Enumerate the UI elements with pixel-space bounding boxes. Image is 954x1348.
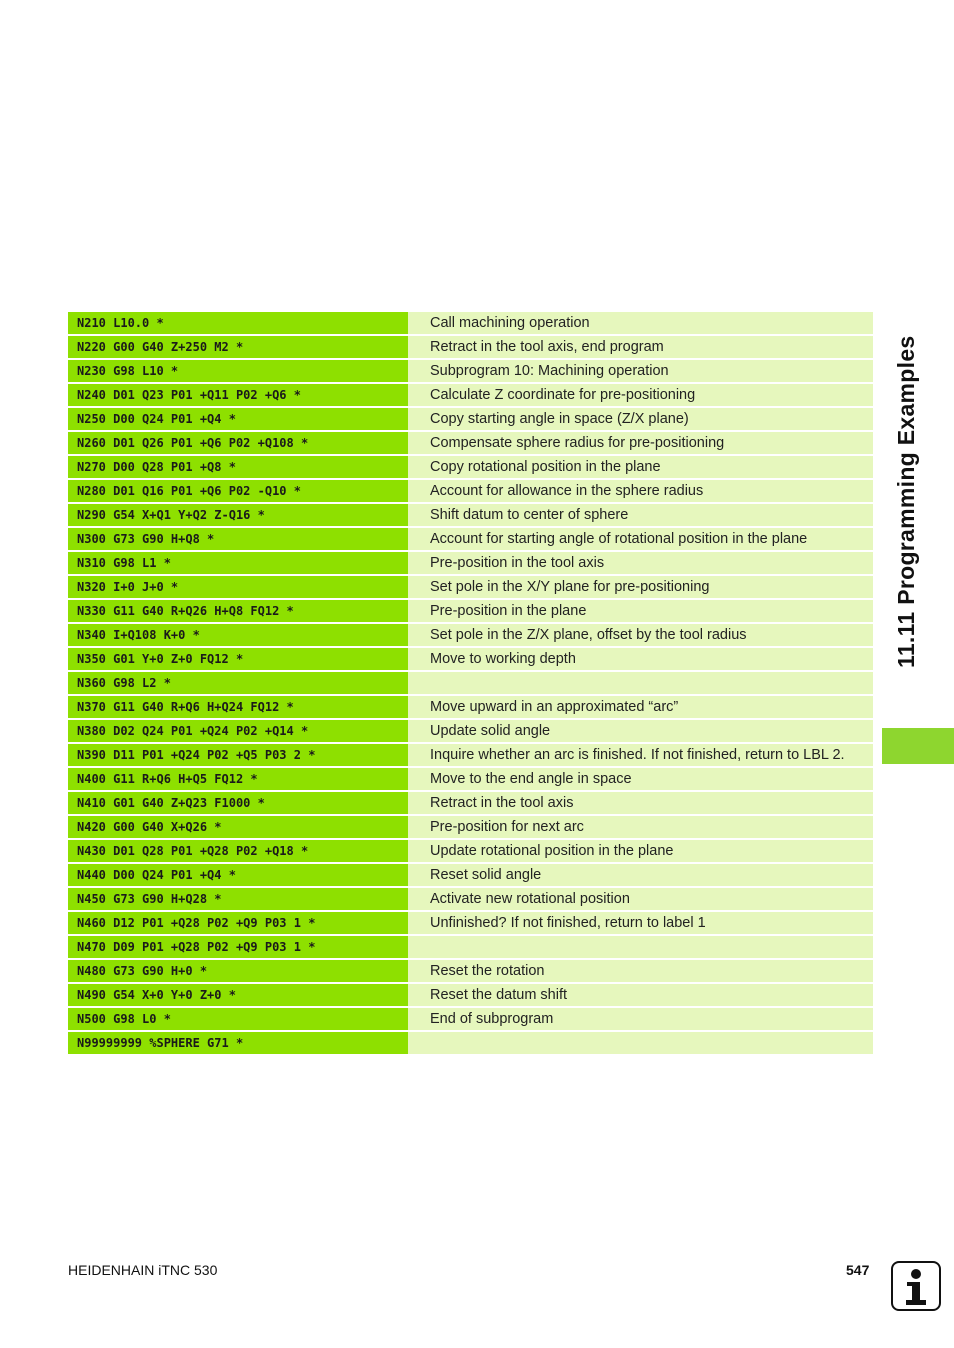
table-row <box>68 720 873 744</box>
nc-code-cell: N350 G01 Y+0 Z+0 FQ12 * <box>68 648 408 672</box>
description-cell: Move upward in an approximated “arc” <box>408 696 873 720</box>
table-row <box>68 1032 873 1056</box>
description-cell: Call machining operation <box>408 312 873 336</box>
table-row <box>68 600 873 624</box>
nc-code-cell: N400 G11 R+Q6 H+Q5 FQ12 * <box>68 768 408 792</box>
description-cell: Unfinished? If not finished, return to label 1 <box>408 912 873 936</box>
description-cell: Set pole in the Z/X plane, offset by the tool radius <box>408 624 873 648</box>
description-cell: Account for allowance in the sphere radius <box>408 480 873 504</box>
nc-code-cell: N210 L10.0 * <box>68 312 408 336</box>
table-row <box>68 504 873 528</box>
table-row <box>68 648 873 672</box>
nc-code-cell: N360 G98 L2 * <box>68 672 408 696</box>
nc-code-cell: N220 G00 G40 Z+250 M2 * <box>68 336 408 360</box>
nc-code-cell: N260 D01 Q26 P01 +Q6 P02 +Q108 * <box>68 432 408 456</box>
info-icon <box>891 1261 941 1311</box>
nc-code-cell: N280 D01 Q16 P01 +Q6 P02 -Q10 * <box>68 480 408 504</box>
nc-code-cell: N330 G11 G40 R+Q26 H+Q8 FQ12 * <box>68 600 408 624</box>
table-row <box>68 744 873 768</box>
description-cell: Inquire whether an arc is finished. If not finished, return to LBL 2. <box>408 744 873 768</box>
table-row <box>68 552 873 576</box>
description-cell: Reset the rotation <box>408 960 873 984</box>
description-cell <box>408 672 873 696</box>
description-cell: Account for starting angle of rotational position in the plane <box>408 528 873 552</box>
description-cell: Update rotational position in the plane <box>408 840 873 864</box>
description-cell: Pre-position for next arc <box>408 816 873 840</box>
table-row <box>68 792 873 816</box>
description-cell: Retract in the tool axis <box>408 792 873 816</box>
nc-code-cell: N480 G73 G90 H+0 * <box>68 960 408 984</box>
description-cell <box>408 1032 873 1056</box>
description-cell: Copy starting angle in space (Z/X plane) <box>408 408 873 432</box>
description-cell: Reset the datum shift <box>408 984 873 1008</box>
nc-code-cell: N500 G98 L0 * <box>68 1008 408 1032</box>
description-cell: Calculate Z coordinate for pre-positioning <box>408 384 873 408</box>
table-row <box>68 864 873 888</box>
nc-code-cell: N250 D00 Q24 P01 +Q4 * <box>68 408 408 432</box>
nc-code-cell: N430 D01 Q28 P01 +Q28 P02 +Q18 * <box>68 840 408 864</box>
table-row <box>68 480 873 504</box>
table-row <box>68 912 873 936</box>
nc-code-cell: N300 G73 G90 H+Q8 * <box>68 528 408 552</box>
nc-code-cell: N290 G54 X+Q1 Y+Q2 Z-Q16 * <box>68 504 408 528</box>
table-row <box>68 1008 873 1032</box>
description-cell: Shift datum to center of sphere <box>408 504 873 528</box>
nc-code-cell: N230 G98 L10 * <box>68 360 408 384</box>
description-cell: Update solid angle <box>408 720 873 744</box>
table-row <box>68 816 873 840</box>
nc-code-cell: N320 I+0 J+0 * <box>68 576 408 600</box>
description-cell: End of subprogram <box>408 1008 873 1032</box>
table-row <box>68 336 873 360</box>
nc-code-cell: N470 D09 P01 +Q28 P02 +Q9 P03 1 * <box>68 936 408 960</box>
nc-code-cell: N420 G00 G40 X+Q26 * <box>68 816 408 840</box>
page-number: 547 <box>846 1262 870 1278</box>
info-icon-base <box>906 1300 926 1305</box>
info-icon-dot <box>911 1269 921 1279</box>
description-cell: Pre-position in the tool axis <box>408 552 873 576</box>
section-title: 11.11 Programming Examples <box>893 335 919 668</box>
table-row <box>68 672 873 696</box>
nc-code-cell: N99999999 %SPHERE G71 * <box>68 1032 408 1056</box>
nc-code-cell: N410 G01 G40 Z+Q23 F1000 * <box>68 792 408 816</box>
footer-manual-name: HEIDENHAIN iTNC 530 <box>68 1262 218 1278</box>
nc-code-cell: N380 D02 Q24 P01 +Q24 P02 +Q14 * <box>68 720 408 744</box>
table-row <box>68 768 873 792</box>
nc-code-cell: N460 D12 P01 +Q28 P02 +Q9 P03 1 * <box>68 912 408 936</box>
table-row <box>68 528 873 552</box>
nc-code-cell: N310 G98 L1 * <box>68 552 408 576</box>
nc-code-cell: N270 D00 Q28 P01 +Q8 * <box>68 456 408 480</box>
table-row <box>68 432 873 456</box>
table-row <box>68 408 873 432</box>
description-cell: Move to working depth <box>408 648 873 672</box>
table-row <box>68 384 873 408</box>
nc-code-cell: N490 G54 X+0 Y+0 Z+0 * <box>68 984 408 1008</box>
nc-code-cell: N240 D01 Q23 P01 +Q11 P02 +Q6 * <box>68 384 408 408</box>
table-row <box>68 624 873 648</box>
chapter-tab <box>882 728 954 764</box>
description-cell: Subprogram 10: Machining operation <box>408 360 873 384</box>
nc-code-cell: N440 D00 Q24 P01 +Q4 * <box>68 864 408 888</box>
nc-code-cell: N370 G11 G40 R+Q6 H+Q24 FQ12 * <box>68 696 408 720</box>
table-row <box>68 936 873 960</box>
description-cell: Compensate sphere radius for pre-positioning <box>408 432 873 456</box>
description-cell <box>408 936 873 960</box>
table-row <box>68 360 873 384</box>
nc-code-cell: N390 D11 P01 +Q24 P02 +Q5 P03 2 * <box>68 744 408 768</box>
info-icon-stem <box>912 1282 920 1302</box>
table-row <box>68 312 873 336</box>
description-cell: Move to the end angle in space <box>408 768 873 792</box>
table-row <box>68 984 873 1008</box>
description-cell: Set pole in the X/Y plane for pre-positioning <box>408 576 873 600</box>
description-cell: Pre-position in the plane <box>408 600 873 624</box>
description-cell: Reset solid angle <box>408 864 873 888</box>
nc-code-cell: N450 G73 G90 H+Q28 * <box>68 888 408 912</box>
table-row <box>68 840 873 864</box>
description-cell: Retract in the tool axis, end program <box>408 336 873 360</box>
description-cell: Activate new rotational position <box>408 888 873 912</box>
table-row <box>68 888 873 912</box>
program-listing-table <box>68 312 873 1056</box>
table-row <box>68 960 873 984</box>
nc-code-cell: N340 I+Q108 K+0 * <box>68 624 408 648</box>
table-row <box>68 576 873 600</box>
description-cell: Copy rotational position in the plane <box>408 456 873 480</box>
table-row <box>68 696 873 720</box>
table-row <box>68 456 873 480</box>
